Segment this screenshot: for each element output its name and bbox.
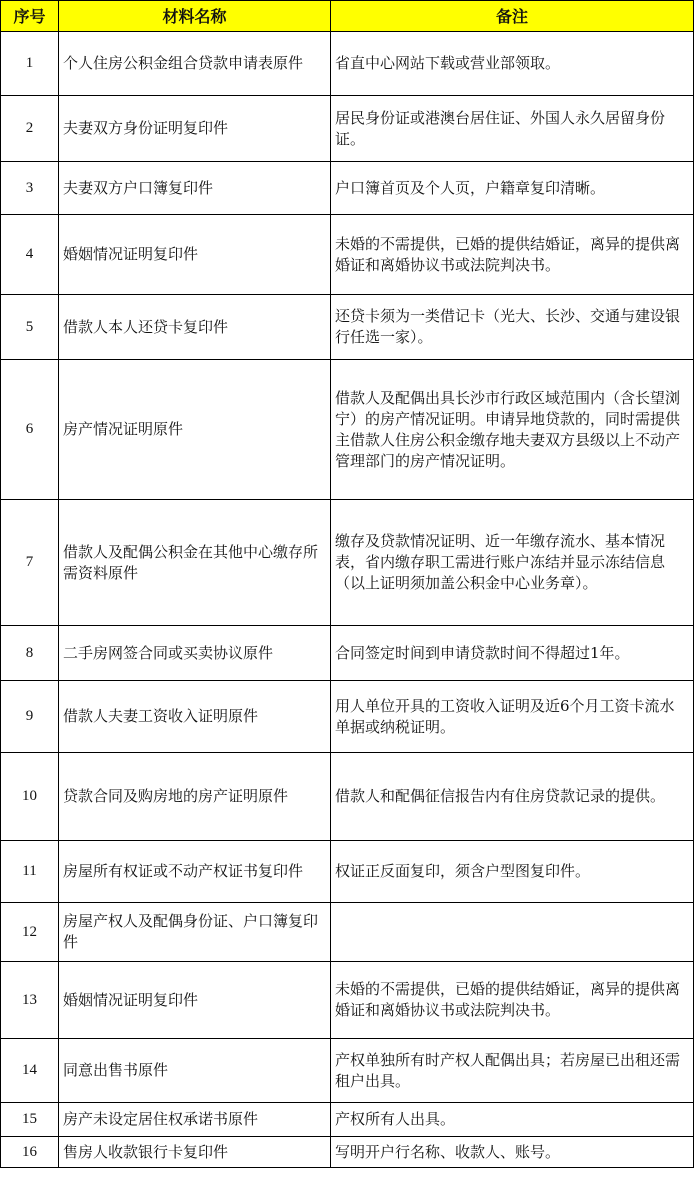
table-row — [1, 962, 694, 1039]
row-index: 8 — [1, 626, 59, 681]
row-material-name: 房屋产权人及配偶身份证、户口簿复印件 — [59, 903, 331, 962]
row-material-name: 婚姻情况证明复印件 — [59, 215, 331, 295]
row-note: 户口簿首页及个人页，户籍章复印清晰。 — [331, 162, 694, 215]
row-material-name: 房屋所有权证或不动产权证书复印件 — [59, 841, 331, 903]
table-row — [1, 1039, 694, 1103]
row-note: 写明开户行名称、收款人、账号。 — [331, 1137, 694, 1168]
header-row — [1, 1, 694, 32]
row-note: 借款人和配偶征信报告内有住房贷款记录的提供。 — [331, 753, 694, 841]
header-note: 备注 — [331, 1, 694, 32]
row-note: 还贷卡须为一类借记卡（光大、长沙、交通与建设银行任选一家）。 — [331, 295, 694, 360]
row-material-name: 二手房网签合同或买卖协议原件 — [59, 626, 331, 681]
row-note: 未婚的不需提供，已婚的提供结婚证，离异的提供离婚证和离婚协议书或法院判决书。 — [331, 215, 694, 295]
row-material-name: 房产情况证明原件 — [59, 360, 331, 500]
row-index: 3 — [1, 162, 59, 215]
table-row — [1, 500, 694, 626]
table-row — [1, 681, 694, 753]
table-row — [1, 96, 694, 162]
table-row — [1, 903, 694, 962]
row-index: 10 — [1, 753, 59, 841]
row-note: 未婚的不需提供，已婚的提供结婚证，离异的提供离婚证和离婚协议书或法院判决书。 — [331, 962, 694, 1039]
row-note: 权证正反面复印，须含户型图复印件。 — [331, 841, 694, 903]
row-note: 合同签定时间到申请贷款时间不得超过1年。 — [331, 626, 694, 681]
row-index: 9 — [1, 681, 59, 753]
row-index: 15 — [1, 1103, 59, 1137]
table-row — [1, 32, 694, 96]
row-index: 2 — [1, 96, 59, 162]
row-material-name: 同意出售书原件 — [59, 1039, 331, 1103]
row-index: 1 — [1, 32, 59, 96]
header-index: 序号 — [1, 1, 59, 32]
row-index: 6 — [1, 360, 59, 500]
table-row — [1, 295, 694, 360]
row-index: 4 — [1, 215, 59, 295]
row-material-name: 婚姻情况证明复印件 — [59, 962, 331, 1039]
table-row — [1, 1137, 694, 1168]
row-material-name: 借款人夫妻工资收入证明原件 — [59, 681, 331, 753]
table-row — [1, 360, 694, 500]
row-index: 16 — [1, 1137, 59, 1168]
row-note: 居民身份证或港澳台居住证、外国人永久居留身份证。 — [331, 96, 694, 162]
row-note — [331, 903, 694, 962]
row-index: 13 — [1, 962, 59, 1039]
row-material-name: 夫妻双方户口簿复印件 — [59, 162, 331, 215]
row-index: 5 — [1, 295, 59, 360]
row-note: 产权所有人出具。 — [331, 1103, 694, 1137]
row-index: 11 — [1, 841, 59, 903]
row-note: 产权单独所有时产权人配偶出具；若房屋已出租还需租户出具。 — [331, 1039, 694, 1103]
row-material-name: 借款人本人还贷卡复印件 — [59, 295, 331, 360]
row-material-name: 借款人及配偶公积金在其他中心缴存所需资料原件 — [59, 500, 331, 626]
table-row — [1, 626, 694, 681]
row-index: 7 — [1, 500, 59, 626]
table-row — [1, 162, 694, 215]
row-material-name: 房产未设定居住权承诺书原件 — [59, 1103, 331, 1137]
table-row — [1, 841, 694, 903]
header-material-name: 材料名称 — [59, 1, 331, 32]
row-material-name: 个人住房公积金组合贷款申请表原件 — [59, 32, 331, 96]
row-material-name: 夫妻双方身份证明复印件 — [59, 96, 331, 162]
table-row — [1, 215, 694, 295]
row-material-name: 售房人收款银行卡复印件 — [59, 1137, 331, 1168]
row-material-name: 贷款合同及购房地的房产证明原件 — [59, 753, 331, 841]
row-note: 借款人及配偶出具长沙市行政区域范围内（含长望浏宁）的房产情况证明。申请异地贷款的，同时需提供主借款人住房公积金缴存地夫妻双方县级以上不动产管理部门的房产情况证明。 — [331, 360, 694, 500]
row-index: 12 — [1, 903, 59, 962]
row-note: 用人单位开具的工资收入证明及近6个月工资卡流水单据或纳税证明。 — [331, 681, 694, 753]
row-note: 缴存及贷款情况证明、近一年缴存流水、基本情况表，省内缴存职工需进行账户冻结并显示冻结信息（以上证明须加盖公积金中心业务章）。 — [331, 500, 694, 626]
table-row — [1, 1103, 694, 1137]
row-index: 14 — [1, 1039, 59, 1103]
row-note: 省直中心网站下载或营业部领取。 — [331, 32, 694, 96]
table-row — [1, 753, 694, 841]
